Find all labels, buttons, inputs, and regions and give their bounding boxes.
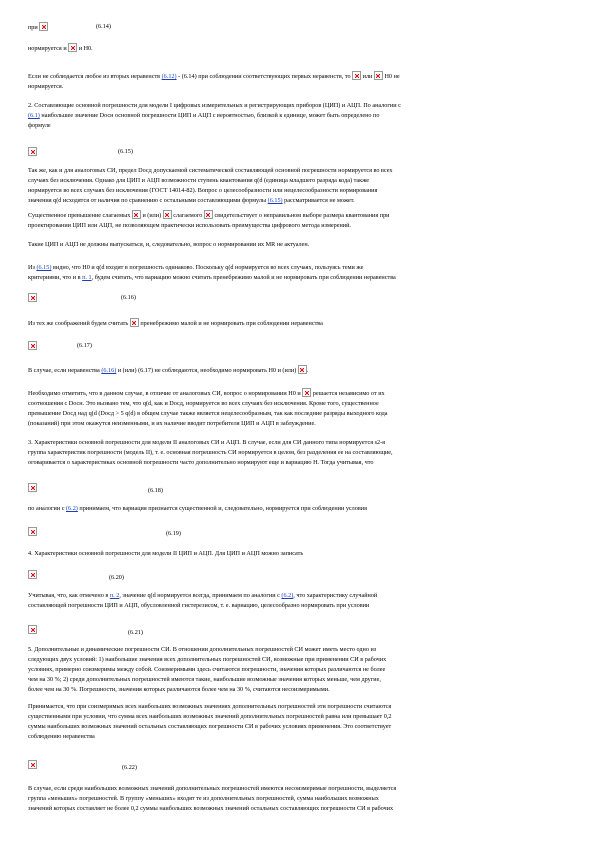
formula-number: (6.14) xyxy=(96,23,111,30)
paragraph: Из тех же соображений будем считать пренебрежимо малой и не нормировать при соблюдении неравенства xyxy=(28,320,323,327)
formula-link[interactable]: (6.1) xyxy=(28,112,40,119)
formula-link[interactable]: (6.15) xyxy=(36,264,52,271)
broken-image-icon xyxy=(204,210,213,219)
formula-number: (6.16) xyxy=(121,294,136,301)
paragraph: Принимается, что при соизмеримых всех наибольших возможных значениях дополнительных погрешностей эти погрешности считаются существенными при условии, что сумма всех наибольших возможных значений дополнительных погрешностей равна или превышает 0,2 суммы наибольших возможных значений остальных составляющих погрешности СИ в рабочих условиях применения. Это соответствует соблюдению неравенства xyxy=(28,703,392,740)
formula-number: (6.19) xyxy=(166,530,181,537)
broken-image-icon xyxy=(28,483,37,492)
paragraph: нормируется и и H0. xyxy=(28,45,93,52)
paragraph: Так же, как и для аналоговых СИ, предел Dосд допускаемой систематической составляющей основной погрешности нормируется во всех случаях без исключения. Однако для ЦИП и АЦП возможности ступень квантования q(d (единица младшего разряда кода) также нормируется во всех случаях без исключения (ГОСТ 14014-82). Вопрос о целесообразности или нецелесообразности нормирования значения q(d исходятся от наличия по сравнению с остальными составляющими формулы (6.15) рассматривается не может. xyxy=(28,167,393,204)
broken-image-icon xyxy=(28,625,37,634)
paragraph: В случае, если среди наибольших возможных значений дополнительных погрешностей имеются несоизмеримые погрешности, выделяется группа «меньших» погрешностей. В группу «меньших» входят те из дополнительных погрешностей, сумма наибольших возможных значений которых составляет не более 0,2 суммы наибольших возможных значений остальных составляющих погрешности СИ в рабочих xyxy=(28,785,397,812)
formula-number: (6.22) xyxy=(122,764,137,771)
broken-image-icon xyxy=(163,210,172,219)
broken-image-icon xyxy=(28,341,37,350)
paragraph: 4. Характеристики основной погрешности для модели II ЦИП и АЦП. Для ЦИП и АЦП можно записать xyxy=(28,550,304,557)
paragraph: Существенное превышение слагаемых и (или) слагаемого свидетельствует о неправильном выборе размера квантования при проектировании ЦИП или АЦП, не позволяющем практически использовать преимущества цифрового метода измерений. xyxy=(28,212,390,229)
broken-image-icon xyxy=(28,760,37,769)
paragraph: Из (6.15) видно, что H0 и q(d входят в погрешность одинаково. Поскольку q(d нормируется во всех случаях, пользуясь теми же критериями, что и в п. 1, будем считать, что вариацию можно считать пренебрежимо малой и не нормировать при соблюдении неравенства xyxy=(28,264,396,281)
formula-link[interactable]: (6.2) xyxy=(281,592,294,599)
formula-link[interactable]: (6.12) xyxy=(161,73,177,80)
formula-number: (6.18) xyxy=(148,487,163,494)
paragraph: по аналогии с (6.2) принимаем, что вариация признается существенной и, следовательно, нормируется при соблюдении условия xyxy=(28,505,367,512)
broken-image-icon xyxy=(130,318,139,327)
broken-image-icon xyxy=(28,147,37,156)
text: при xyxy=(28,24,38,31)
paragraph: 3. Характеристики основной погрешности для модели II аналоговых СИ и АЦП. В случае, если для СИ данного типа нормируется s2-я группа характеристик погрешности (модель II), т. е. основная погрешность СИ нормируется в целом, без разделения ее на составляющие, оговаривается о характеристиках основной погрешности часто дополнительно нормируют еще и вариацию H. Тогда учитывая, что xyxy=(28,439,393,466)
paragraph: Такие ЦИП и АЦП не должны выпускаться, и, следовательно, вопрос о нормировании их MR не актуален. xyxy=(28,241,310,248)
broken-image-icon xyxy=(132,210,141,219)
broken-image-icon xyxy=(28,570,37,579)
broken-image-icon xyxy=(302,388,311,397)
formula-link[interactable]: (6.2) xyxy=(66,505,78,512)
formula-link[interactable]: (6.16) xyxy=(101,367,117,374)
broken-image-icon xyxy=(68,43,77,52)
formula-number: (6.15) xyxy=(118,148,133,155)
paragraph: В случае, если неравенства (6.16) и (или) (6.17) не соблюдаются, необходимо нормировать H0 и (или) . xyxy=(28,367,309,374)
formula-number: (6.17) xyxy=(77,342,92,349)
paragraph: 2. Составляющие основной погрешности для модели I цифровых измерительных и регистрирующих приборов (ЦИП) и АЦП. По аналогии с (6.1) наибольшее значение Dосн основной погрешности ЦИП и АЦП с вероятностью, близкой к единице, может быть определено по формуле xyxy=(28,102,401,129)
formula-link[interactable]: (6.15) xyxy=(267,197,283,204)
broken-image-icon xyxy=(28,293,37,302)
paragraph: 5. Дополнительные и динамические погрешности СИ. В отношении дополнительных погрешностей СИ может иметь место одно из следующих двух условий: 1) наибольшие значения всех дополнительных погрешностей СИ, возможные при применении СИ в рабочих условиях, примерно соизмеримы между собой. Соизмеримыми здесь считаются погрешности, значения которых различаются не более чем на 30 %; 2) среди дополнительных погрешностей имеются такие, наибольшие возможные значения которых меньше, чем другие, более чем на 30 %. Погрешности, значения которых различаются более чем на 30 %, считаются несоизмеримыми. xyxy=(28,646,387,693)
paragraph: Если не соблюдается любое из вторых неравенств (6.12) - (6.14) при соблюдении соответствующих первых неравенств, то или H0 не нормируется. xyxy=(28,73,400,90)
paragraph: Необходимо отметить, что в данном случае, в отличие от аналоговых СИ, вопрос о нормировании H0 и решается независимо от их соотношения с Dосн. Это вызвано тем, что q(d, как и Dосд, нормируется во всех случаях без исключения. Кроме того, существенное превышение Dосд над q(d (Dосд > 5 q(d) в общем случае также является нецелесообразным, так как последние разряды выходного кода (показаний) при этом окажутся неизменными, и их наличие вводит потребителя ЦИП и АЦП в заблуждение. xyxy=(28,390,388,427)
section-link[interactable]: п. 2 xyxy=(109,592,120,599)
section-link[interactable]: п. 1 xyxy=(82,274,92,281)
broken-image-icon xyxy=(39,22,48,31)
formula-number: (6.21) xyxy=(128,629,143,636)
broken-image-icon xyxy=(352,71,361,80)
paragraph: Учитывая, что, как отмечено в п. 2, значение q(d нормируется всегда, принимаем по аналогии с (6.2), что характеристику случайной составляющей погрешности ЦИП и АЦП, обусловленной гистерезисом, т. е. вариацию, целесообразно нормировать при условии xyxy=(28,592,378,609)
broken-image-icon xyxy=(374,71,383,80)
broken-image-icon xyxy=(298,365,307,374)
formula-number: (6.20) xyxy=(109,574,124,581)
broken-image-icon xyxy=(28,527,37,536)
